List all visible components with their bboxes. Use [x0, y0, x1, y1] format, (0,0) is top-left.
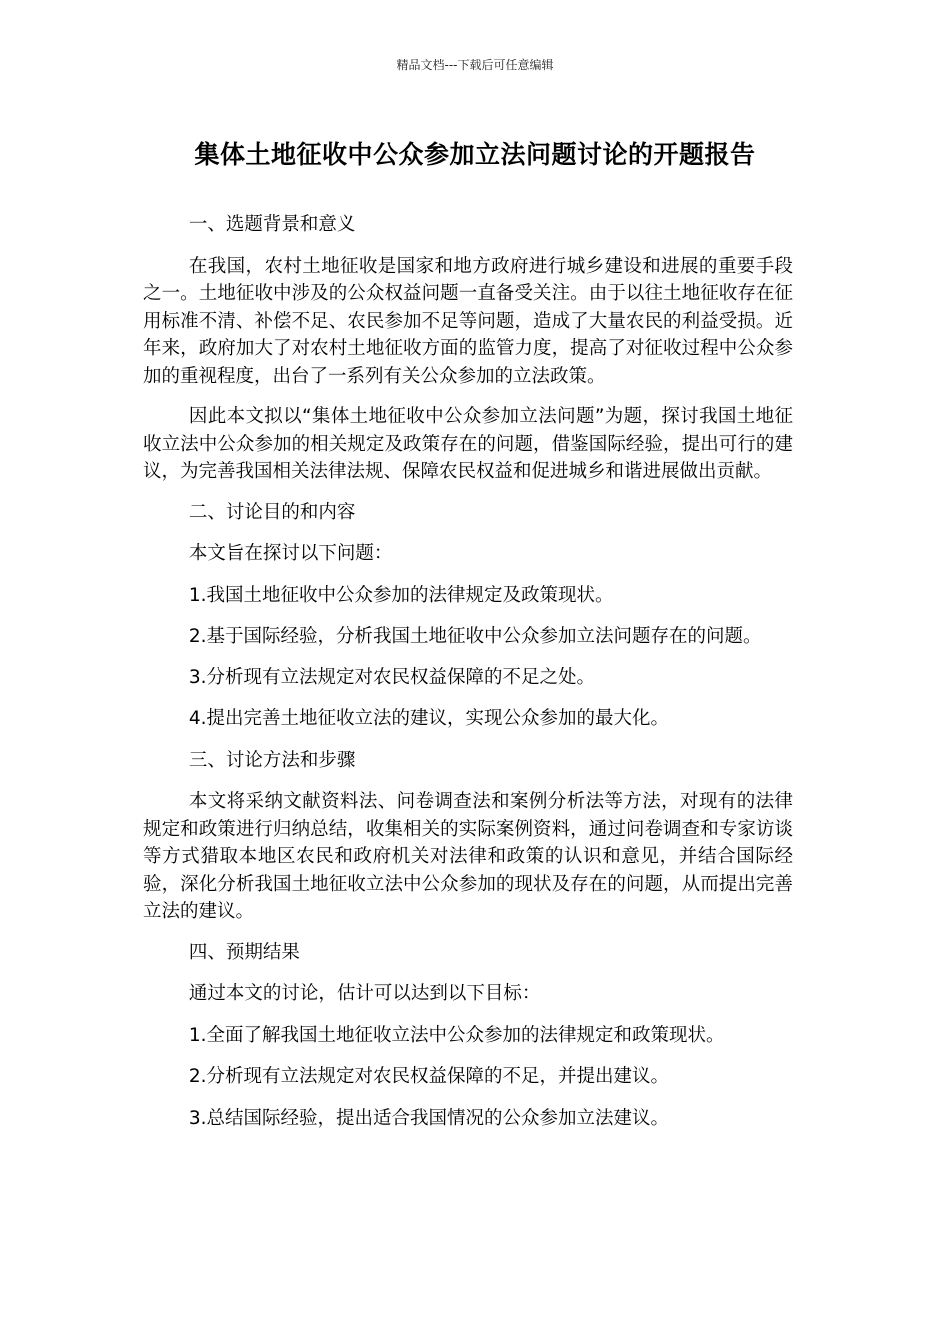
- list-item: 4.提出完善土地征收立法的建议，实现公众参加的最大化。: [188, 708, 670, 729]
- paragraph-background: 在我国，农村土地征收是国家和地方政府进行城乡建设和进展的重要手段之一。土地征收中涉及的公众权益问题一直备受关注。由于以往土地征收存在征用标准不清、补偿不足、农民参加不足等问题，造成了大量农民的利益受损。近年来，政府加大了对农村土地征收方面的监管力度，提高了对征收过程中公众参加的重视程度，出台了一系列有关公众参加的立法政策。: [143, 255, 793, 387]
- document-title: 集体土地征收中公众参加立法问题讨论的开题报告: [194, 140, 756, 169]
- list-item: 1.我国土地征收中公众参加的法律规定及政策现状。: [188, 584, 614, 606]
- paragraph-objectives-intro: 本文旨在探讨以下问题：: [188, 543, 393, 564]
- section-heading-objectives: 二、讨论目的和内容: [188, 501, 356, 523]
- paragraph-topic-rationale: 因此本文拟以“集体土地征收中公众参加立法问题”为题，探讨我国土地征收立法中公众参加的相关规定及政策存在的问题，借鉴国际经验，提出可行的建议，为完善我国相关法律法规、保障农民权益和促进城乡和谐进展做出贡献。: [143, 406, 793, 482]
- list-item: 1.全面了解我国土地征收立法中公众参加的法律规定和政策现状。: [188, 1024, 725, 1046]
- list-item: 3.分析现有立法规定对农民权益保障的不足之处。: [188, 666, 596, 688]
- paragraph-methods: 本文将采纳文献资料法、问卷调查法和案例分析法等方法，对现有的法律规定和政策进行归纳总结，收集相关的实际案例资料，通过问卷调查和专家访谈等方式猎取本地区农民和政府机关对法律和政策的认识和意见，并结合国际经验，深化分析我国土地征收立法中公众参加的现状及存在的问题，从而提出完善立法的建议。: [143, 791, 793, 922]
- list-item: 2.分析现有立法规定对农民权益保障的不足，并提出建议。: [188, 1066, 670, 1087]
- section-heading-expected-results: 四、预期结果: [188, 941, 300, 963]
- section-heading-methods: 三、讨论方法和步骤: [188, 749, 356, 771]
- paragraph-results-intro: 通过本文的讨论，估计可以达到以下目标：: [188, 983, 541, 1004]
- page-header: 精品文档---下载后可任意编辑: [396, 58, 554, 72]
- list-item: 2.基于国际经验，分析我国土地征收中公众参加立法问题存在的问题。: [188, 626, 762, 647]
- document-body: [143, 211, 793, 1146]
- list-item: 3.总结国际经验，提出适合我国情况的公众参加立法建议。: [188, 1107, 670, 1129]
- section-heading-background: 一、选题背景和意义: [188, 214, 356, 235]
